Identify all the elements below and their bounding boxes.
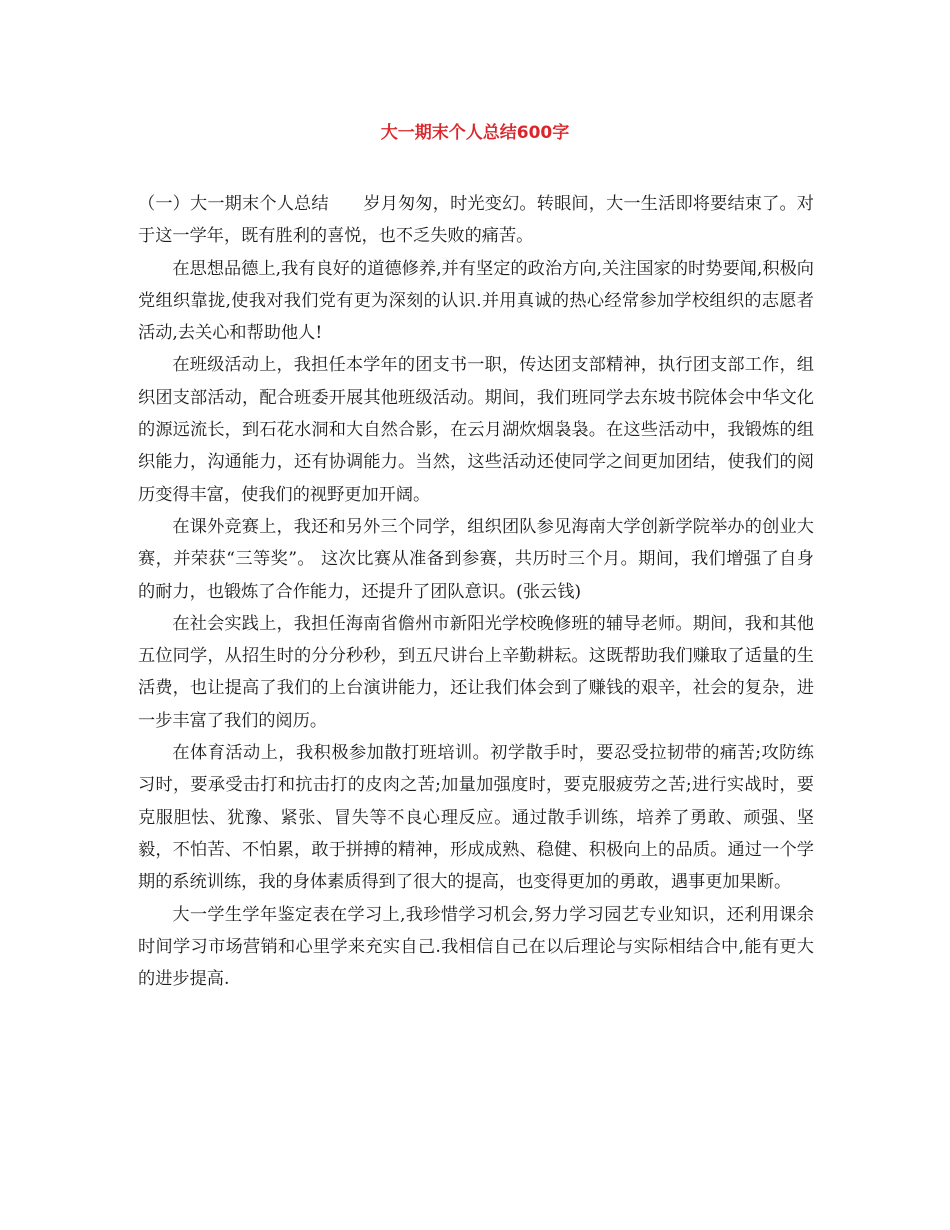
paragraph-competition: 在课外竞赛上，我还和另外三个同学，组织团队参见海南大学创新学院举办的创业大赛，并荣获“三等奖”。 这次比赛从准备到参赛，共历时三个月。期间，我们增强了自身的耐力，也锻炼了合作能力，还提升了团队意识。(张云钱) <box>138 516 814 602</box>
document-body <box>138 188 814 995</box>
document-title: 大一期末个人总结600字 <box>380 123 570 143</box>
paragraph-study: 大一学生学年鉴定表在学习上,我珍惜学习机会,努力学习园艺专业知识，还利用课余时间学习市场营销和心里学来充实自己.我相信自己在以后理论与实际相结合中,能有更大的进步提高. <box>138 904 814 990</box>
paragraph-moral: 在思想品德上,我有良好的道德修养,并有坚定的政治方向,关注国家的时势要闻,积极向党组织靠拢,使我对我们党有更为深刻的认识.并用真诚的热心经常参加学校组织的志愿者活动,去关心和帮助他人! <box>138 258 814 344</box>
paragraph-class-activities: 在班级活动上，我担任本学年的团支书一职，传达团支部精神，执行团支部工作，组织团支部活动，配合班委开展其他班级活动。期间，我们班同学去东坡书院体会中华文化的源远流长，到石花水洞和大自然合影，在云月湖炊烟袅袅。在这些活动中，我锻炼的组织能力，沟通能力，还有协调能力。当然，这些活动还使同学之间更加团结，使我们的阅历变得丰富，使我们的视野更加开阔。 <box>138 355 814 505</box>
paragraph-sports: 在体育活动上，我积极参加散打班培训。初学散手时，要忍受拉韧带的痛苦;攻防练习时，要承受击打和抗击打的皮肉之苦;加量加强度时，要克服疲劳之苦;进行实战时，要克服胆怯、犹豫、紧张、冒失等不良心理反应。通过散手训练，培养了勇敢、顽强、坚毅，不怕苦、不怕累，敢于拼搏的精神，形成成熟、稳健、积极向上的品质。通过一个学期的系统训练，我的身体素质得到了很大的提高，也变得更加的勇敢，遇事更加果断。 <box>138 743 814 893</box>
paragraph-intro: （一）大一期末个人总结 岁月匆匆，时光变幻。转眼间，大一生活即将要结束了。对于这一学年，既有胜利的喜悦，也不乏失败的痛苦。 <box>138 194 814 247</box>
paragraph-social-practice: 在社会实践上，我担任海南省儋州市新阳光学校晚修班的辅导老师。期间，我和其他五位同学，从招生时的分分秒秒，到五尺讲台上辛勤耕耘。这既帮助我们赚取了适量的生活费，也让提高了我们的上台演讲能力，还让我们体会到了赚钱的艰辛，社会的复杂，进一步丰富了我们的阅历。 <box>138 613 814 731</box>
